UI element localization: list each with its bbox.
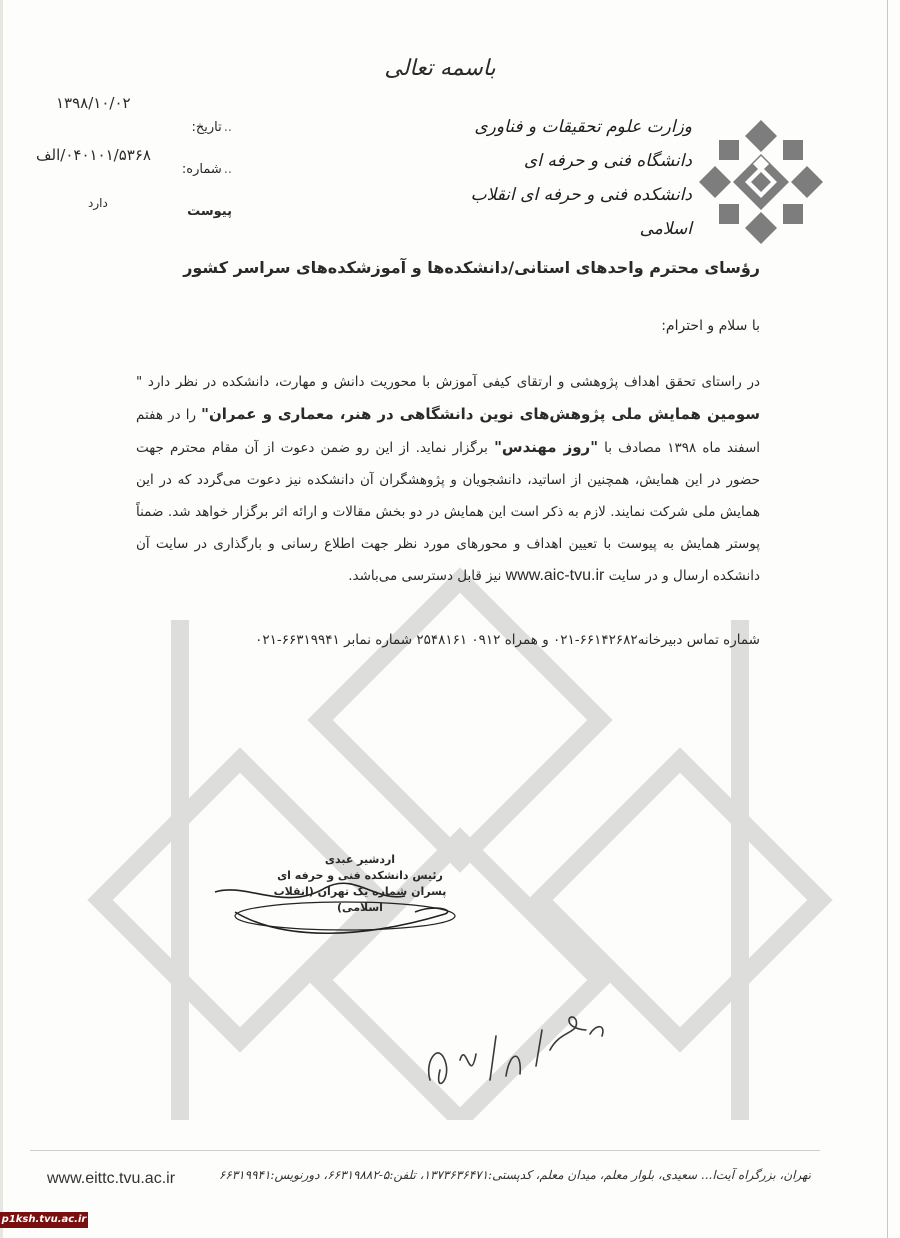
ministry-line-2: دانشگاه فنی و حرفه ای [523, 151, 692, 171]
letter-body [136, 366, 760, 592]
scan-edge-right [887, 0, 888, 1238]
ministry-letterhead [470, 110, 692, 246]
scan-edge-left [0, 0, 3, 1238]
footer-website-link[interactable]: www.eittc.tvu.ac.ir [47, 1170, 176, 1187]
letter-number-value: ۰۴۰۱۰۱/۵۳۶۸/الف [36, 146, 151, 164]
handwritten-note-scribble [410, 990, 610, 1110]
body-part-3: برگزار نماید. از این رو ضمن دعوت از آن مقام محترم جهت حضور در این همایش، همچنین از اساتید، دانشجویان و پژوهشگران آن دانشکده نیز دعوت می‌گردد که در این همایش ملی شرکت نمایند. لازم به ذکر است این همایش در دو بخش مقالات و ارائه اثر برگزار خواهد شد. ضمناً پوستر همایش به پیوست با تعیین اهداف و محورهای مورد نظر جهت اطلاع رسانی و بارگذاری در سایت آن دانشکده ارسال و در سایت [136, 440, 760, 584]
body-part-1: در راستای تحقق اهداف پژوهشی و ارتقای کیفی آموزش با محوریت دانش و مهارت، دانشکده در نظر دارد " [136, 374, 760, 390]
bismillah-heading: باسمه تعالی [384, 56, 496, 81]
letter-greeting: با سلام و احترام: [661, 318, 760, 334]
ministry-line-1: وزارت علوم تحقیقات و فناوری [474, 117, 692, 137]
signature-block [250, 852, 470, 916]
date-label: .. تاریخ: [180, 120, 232, 135]
contact-numbers: شماره تماس دبیرخانه۶۶۱۴۲۶۸۲-۰۲۱ و همراه ۰۹۱۲ ۲۵۴۸۱۶۱ شماره نمابر ۶۶۳۱۹۹۴۱-۰۲۱ [255, 632, 760, 648]
source-tag-badge: p1ksh.tvu.ac.ir [0, 1212, 88, 1228]
footer-divider [30, 1150, 820, 1151]
signatory-title-2: پسران شماره یک تهران (انقلاب اسلامی) [273, 885, 447, 914]
date-value: ۱۳۹۸/۱۰/۰۲ [56, 94, 131, 112]
attachment-label: پیوست [187, 204, 232, 219]
conference-name: سومین همایش ملی پژوهش‌های نوین دانشگاهی در هنر، معماری و عمران" [201, 405, 761, 423]
attachment-value: دارد [88, 196, 108, 210]
university-logo-icon [697, 118, 825, 246]
body-part-4: نیز قابل دسترسی می‌باشد. [348, 568, 502, 584]
number-label: .. شماره: [180, 162, 232, 177]
footer-address: تهران، بزرگراه آیت‌ا... سعیدی، بلوار معلم، میدان معلم، کدپستی:۱۳۷۳۶۳۶۴۷۱، تلفن:۵-۶۶۳۱۹۸۸۲، دورنویس:۶۶۳۱۹۹۴۱ [218, 1168, 811, 1182]
body-part-2: را در هفتم اسفند ماه ۱۳۹۸ مصادف با [136, 407, 761, 456]
ministry-line-3: دانشکده فنی و حرفه ای انقلاب اسلامی [470, 185, 692, 239]
signatory-name: اردشیر عبدی [324, 853, 396, 866]
engineer-day: "روز مهندس" [494, 438, 599, 456]
conference-website-link[interactable]: www.aic-tvu.ir [505, 567, 605, 584]
letter-addressee: رؤسای محترم واحدهای استانی/دانشکده‌ها و آموزشکده‌های سراسر کشور [183, 258, 760, 277]
signatory-title-1: رئیس دانشکده فنی و حرفه ای [277, 869, 443, 882]
